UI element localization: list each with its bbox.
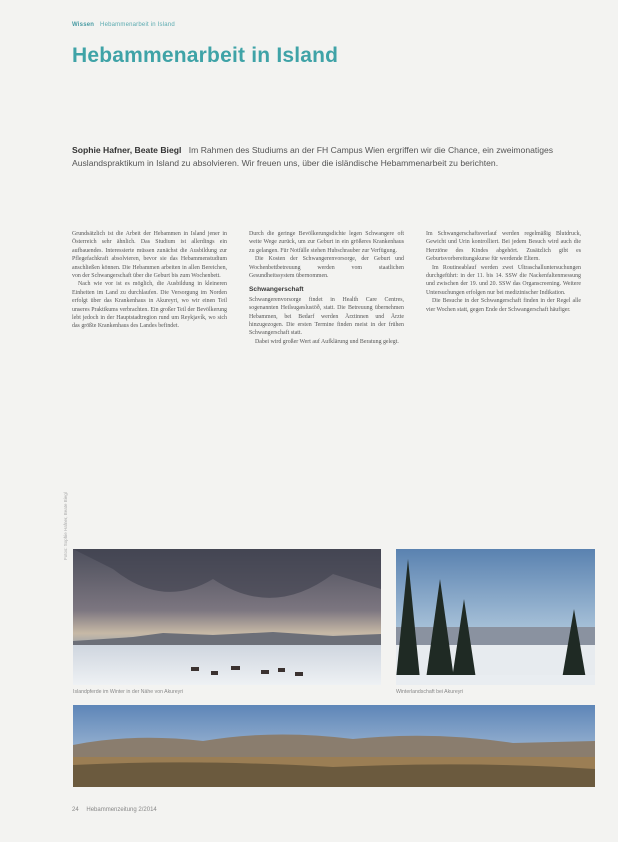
section-heading: Schwangerschaft [249, 286, 304, 294]
paragraph: Schwangerenvorsorge findet in Health Care Centres, sogenannten Heilsugæslustöð, statt. Die Betreuung übernehmen Hebammen, bei Bedarf werden Ärztinnen und Ärzte hinzugezogen. Die ersten Termine finden meist in der frühen Schwangerschaft statt. [249, 296, 404, 337]
paragraph: Die Kosten der Schwangerenvorsorge, der Geburt und Wochenbettbetreuung werden vom staatlichen Gesundheitssystem übernommen. [249, 256, 404, 280]
paragraph: Dabei wird großer Wert auf Aufklärung und Beratung gelegt. [255, 338, 399, 345]
kicker-topic: Hebammenarbeit in Island [100, 22, 175, 28]
lead-text: Im Rahmen des Studiums an der FH Campus Wien ergriffen wir die Chance, ein zweimonatiges Auslandspraktikum in Island zu absolvieren. Wir freuen uns, über die isländische Hebammenarbeit zu berichten. [72, 145, 554, 168]
text-column-1 [72, 230, 227, 530]
photo-credit: Fotos: Sophie Hafner, Beate Biegl [63, 492, 68, 560]
publication-name: Hebammenzeitung 2/2014 [86, 807, 157, 813]
photo-panorama [73, 705, 595, 787]
article-authors: Sophie Hafner, Beate Biegl [72, 145, 182, 155]
paragraph: Durch die geringe Bevölkerungsdichte legen Schwangere oft weite Wege zurück, um zur Geburt in ein größeres Krankenhaus zu gelangen. Für Notfälle stehen Hubschrauber zur Verfügung. [249, 231, 404, 254]
text-column-2 [249, 230, 404, 530]
page-footer [72, 807, 157, 813]
photo-winter-trees [396, 549, 595, 685]
paragraph: Im Routineablauf werden zwei Ultraschalluntersuchungen durchgeführt: in der 11. bis 14. SSW die Nackenfaltenmessung und zwischen der 19. und 20. SSW das Organscreening. Weitere Untersuchungen erfolgen nur bei medizinischer Indikation. [426, 264, 581, 296]
paragraph: Grundsätzlich ist die Arbeit der Hebammen in Island jener in Österreich sehr ähnlich. Das Studium ist allerdings ein aufbauendes. Interessierte müssen zunächst die Ausbildung zur Pflegefachkraft absolvieren, bevor sie das Hebammenstudium anschließen können. Die Hebammen arbeiten in allen Bereichen, von der Schwangerschaft über die Geburt bis zum Wochenbett. [72, 231, 227, 280]
photo-horses-snow [73, 549, 381, 685]
article-lead [72, 144, 592, 169]
kicker-section: Wissen [72, 22, 95, 28]
photo-caption: Winterlandschaft bei Akureyri [396, 689, 464, 695]
section-kicker [72, 22, 175, 28]
photo-caption: Islandpferde im Winter in der Nähe von Akureyri [73, 689, 184, 695]
paragraph: Im Schwangerschaftsverlauf werden regelmäßig Blutdruck, Gewicht und Urin kontrolliert. Bei jedem Besuch wird auch die Herztöne des Kindes abgehört. Zusätzlich gibt es Geburtsvorbereitungskurse für werdende Eltern. [426, 231, 581, 263]
page-number: 24 [72, 807, 79, 813]
paragraph: Nach wie vor ist es möglich, die Ausbildung in kleineren Einheiten im Land zu durchlaufen. Die Versorgung im Norden erfolgt über das Krankenhaus in Akureyri, wo wir einen Teil unseres Praktikums verbrachten. Ein großer Teil der Bevölkerung lebt jedoch in der Hauptstadtregion rund um Reykjavík, wo sich das größte Krankenhaus des Landes befindet. [72, 281, 227, 330]
text-column-3 [426, 230, 581, 530]
article-title: Hebammenarbeit in Island [72, 44, 339, 67]
paragraph: Die Besuche in der Schwangerschaft finden in der Regel alle vier Wochen statt, gegen Ende der Schwangerschaft häufiger. [426, 298, 581, 313]
